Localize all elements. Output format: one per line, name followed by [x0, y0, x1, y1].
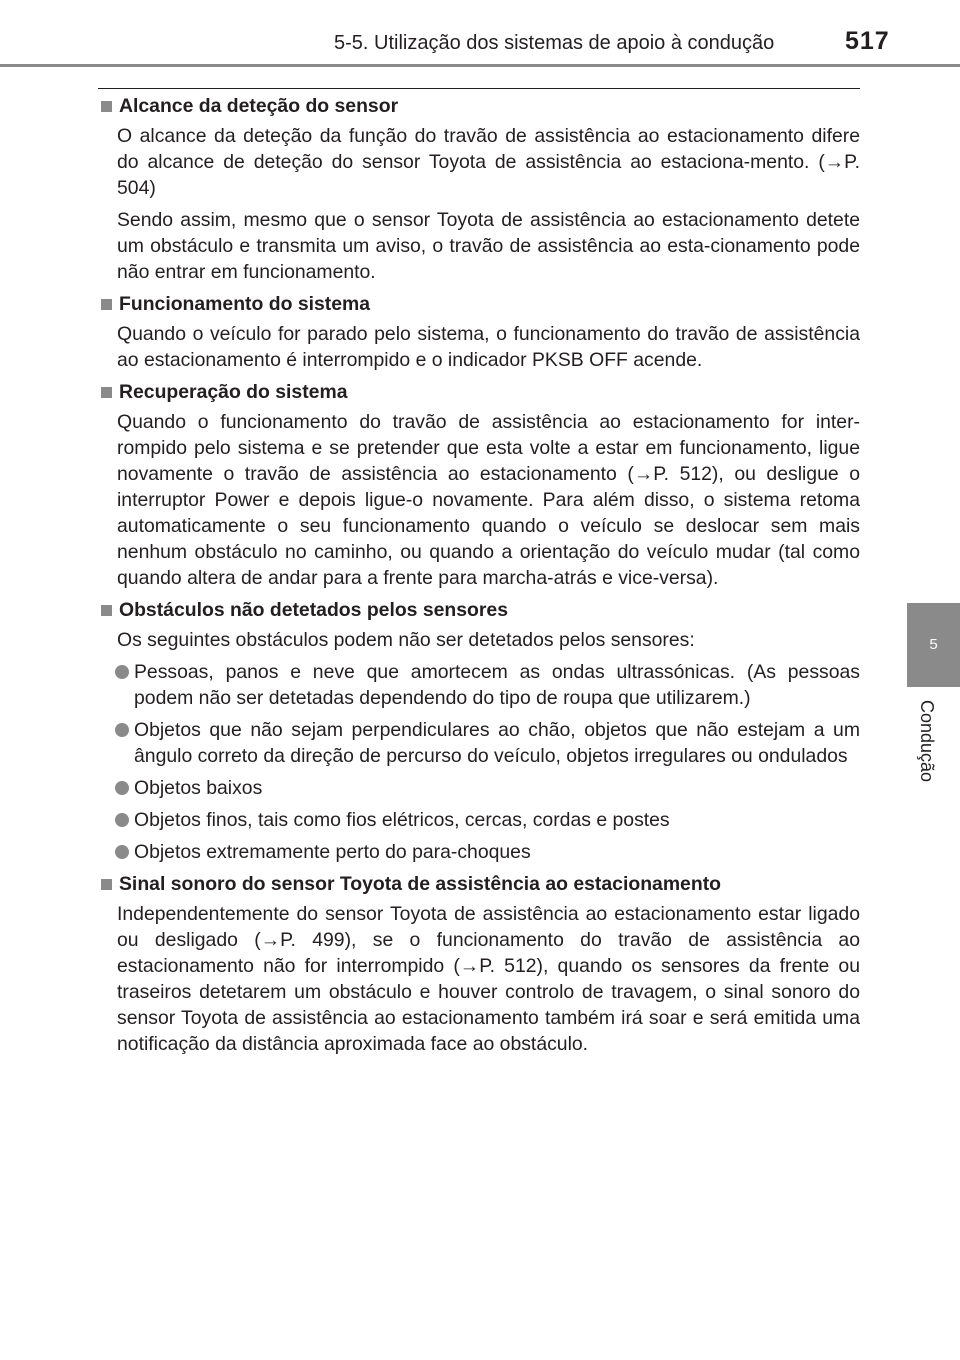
section-system-operation	[96, 291, 860, 373]
square-bullet-icon	[101, 299, 112, 310]
list-item-text: Objetos baixos	[134, 777, 263, 799]
section-heading	[96, 597, 860, 623]
list-item	[134, 839, 860, 865]
paragraph: Sendo assim, mesmo que o sensor Toyota de assistência ao estacionamento detete um obstáculo e transmita um aviso, o travão de assistência ao esta-cionamento pode não entrar em funcionamento.	[117, 209, 860, 283]
section-undetected-obstacles	[96, 597, 860, 865]
square-bullet-icon	[101, 101, 112, 112]
list-item	[134, 659, 860, 711]
list-item-text: Objetos extremamente perto do para-choques	[134, 841, 531, 863]
section-heading-text: Obstáculos não detetados pelos sensores	[119, 599, 509, 621]
round-bullet-icon	[115, 845, 129, 859]
round-bullet-icon	[115, 813, 129, 827]
paragraph: Independentemente do sensor Toyota de assistência ao estacionamento estar ligado ou desligado (→P. 499), se o funcionamento do travão de assistência ao estacionamento não for interrompido (→P. 512), quando os sensores da frente ou traseiros detetarem um obstáculo e houver controlo de travagem, o sinal sonoro do sensor Toyota de assistência ao estacionamento também irá soar e será emitida uma notificação da distância aproximada face ao obstáculo.	[117, 903, 860, 1055]
section-system-recovery	[96, 379, 860, 591]
chapter-label: Condução	[917, 700, 937, 783]
paragraph: Os seguintes obstáculos podem não ser detetados pelos sensores:	[117, 629, 695, 651]
list-item	[134, 807, 860, 833]
obstacle-list	[96, 659, 860, 865]
square-bullet-icon	[101, 387, 112, 398]
section-heading	[96, 291, 860, 317]
section-heading-text: Sinal sonoro do sensor Toyota de assistência ao estacionamento	[119, 873, 721, 895]
list-item-text: Objetos que não sejam perpendiculares ao chão, objetos que não estejam a um ângulo correto da direção de percurso do veículo, objetos irregulares ou ondulados	[134, 719, 860, 767]
round-bullet-icon	[115, 723, 129, 737]
running-header-title: 5-5. Utilização dos sistemas de apoio à condução	[334, 32, 775, 54]
paragraph: Quando o funcionamento do travão de assistência ao estacionamento for inter-rompido pelo sistema e se pretender que esta volte a estar em funcionamento, ligue novamente o travão de assistência ao estacionamento (→P. 512), ou desligue o interruptor Power e depois ligue-o novamente. Para além disso, o sistema retoma automaticamente o seu funcionamento quando o veículo se deslocar sem mais nenhum obstáculo no caminho, ou quando a orientação do veículo mudar (tal como quando altera de andar para a frente para marcha-atrás e vice-versa).	[117, 411, 860, 589]
list-item	[134, 717, 860, 769]
square-bullet-icon	[101, 879, 112, 890]
page-content	[96, 93, 860, 1063]
list-item	[134, 775, 860, 801]
section-heading-text: Alcance da deteção do sensor	[119, 95, 399, 117]
section-heading	[96, 871, 860, 897]
list-item-text: Pessoas, panos e neve que amortecem as ondas ultrassónicas. (As pessoas podem não ser detetadas dependendo do tipo de roupa que utilizarem.)	[134, 661, 860, 709]
paragraph: O alcance da deteção da função do travão de assistência ao estacionamento difere do alcance de deteção do sensor Toyota de assistência ao estaciona-mento. (→P. 504)	[117, 125, 860, 199]
section-heading-text: Recuperação do sistema	[119, 381, 348, 403]
section-sensor-range	[96, 93, 860, 285]
content-top-rule	[98, 88, 860, 89]
section-heading	[96, 379, 860, 405]
paragraph: Quando o veículo for parado pelo sistema, o funcionamento do travão de assistência ao estacionamento é interrompido e o indicador PKSB OFF acende.	[117, 323, 860, 371]
section-heading	[96, 93, 860, 119]
round-bullet-icon	[115, 781, 129, 795]
square-bullet-icon	[101, 605, 112, 616]
round-bullet-icon	[115, 665, 129, 679]
section-heading-text: Funcionamento do sistema	[119, 293, 371, 315]
list-item-text: Objetos finos, tais como fios elétricos, cercas, cordas e postes	[134, 809, 670, 831]
page-number: 517	[845, 27, 890, 55]
chapter-tab: 5	[907, 603, 960, 687]
header-rule	[0, 64, 960, 67]
section-buzzer	[96, 871, 860, 1057]
